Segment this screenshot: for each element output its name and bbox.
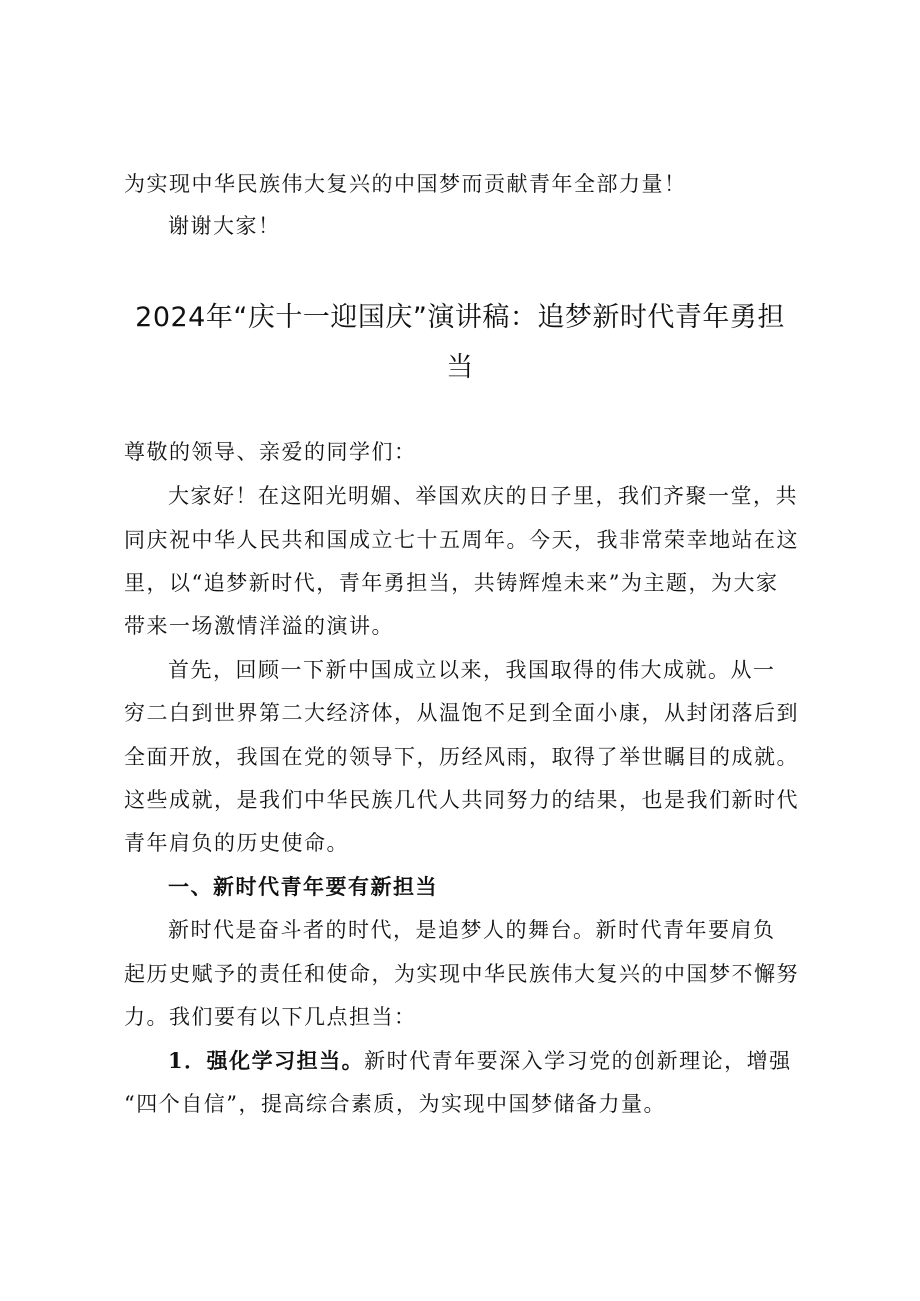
continuation-line-1: 为实现中华民族伟大复兴的中国梦而贡献青年全部力量！ xyxy=(124,172,687,196)
thanks-line: 谢谢大家！ xyxy=(168,214,281,238)
paragraph-1-line-3: 里，以“追梦新时代，青年勇担当，共铸辉煌未来”为主题，为大家 xyxy=(124,571,779,595)
paragraph-1-line-2: 同庆祝中华人民共和国成立七十五周年。今天，我非常荣幸地站在这 xyxy=(124,528,799,552)
list-item-1-line-2: “四个自信”，提高综合素质，为实现中国梦储备力量。 xyxy=(124,1092,666,1116)
paragraph-2-line-4: 这些成就，是我们中华民族几代人共同努力的结果，也是我们新时代 xyxy=(124,788,799,812)
paragraph-2-line-2: 穷二白到世界第二大经济体，从温饱不足到全面小康，从封闭落后到 xyxy=(124,701,799,725)
paragraph-1-line-1: 大家好！在这阳光明媚、举国欢庆的日子里，我们齐聚一堂，共 xyxy=(168,484,798,508)
paragraph-3-line-3: 力。我们要有以下几点担当： xyxy=(124,1005,417,1029)
paragraph-2-line-5: 青年肩负的历史使命。 xyxy=(124,831,349,855)
article-title-line-2: 当 xyxy=(446,352,474,383)
article-title-line-1: 2024年“庆十一迎国庆”演讲稿：追梦新时代青年勇担 xyxy=(135,302,785,333)
section-heading-1: 一、新时代青年要有新担当 xyxy=(168,874,438,899)
paragraph-3-line-2: 起历史赋予的责任和使命，为实现中华民族伟大复兴的中国梦不懈努 xyxy=(124,962,799,986)
list-item-1-text: 新时代青年要深入学习党的创新理论，增强 xyxy=(364,1049,792,1073)
paragraph-1-line-4: 带来一场激情洋溢的演讲。 xyxy=(124,614,394,638)
paragraph-2-line-3: 全面开放，我国在党的领导下，历经风雨，取得了举世瞩目的成就。 xyxy=(124,745,799,769)
list-item-1-line-1 xyxy=(168,1045,814,1077)
salutation: 尊敬的领导、亲爱的同学们： xyxy=(124,440,417,464)
paragraph-3-line-1: 新时代是奋斗者的时代，是追梦人的舞台。新时代青年要肩负 xyxy=(168,918,776,942)
paragraph-2-line-1: 首先，回顾一下新中国成立以来，我国取得的伟大成就。从一 xyxy=(168,658,776,682)
list-item-1-lead: 1．强化学习担当。 xyxy=(168,1048,365,1073)
